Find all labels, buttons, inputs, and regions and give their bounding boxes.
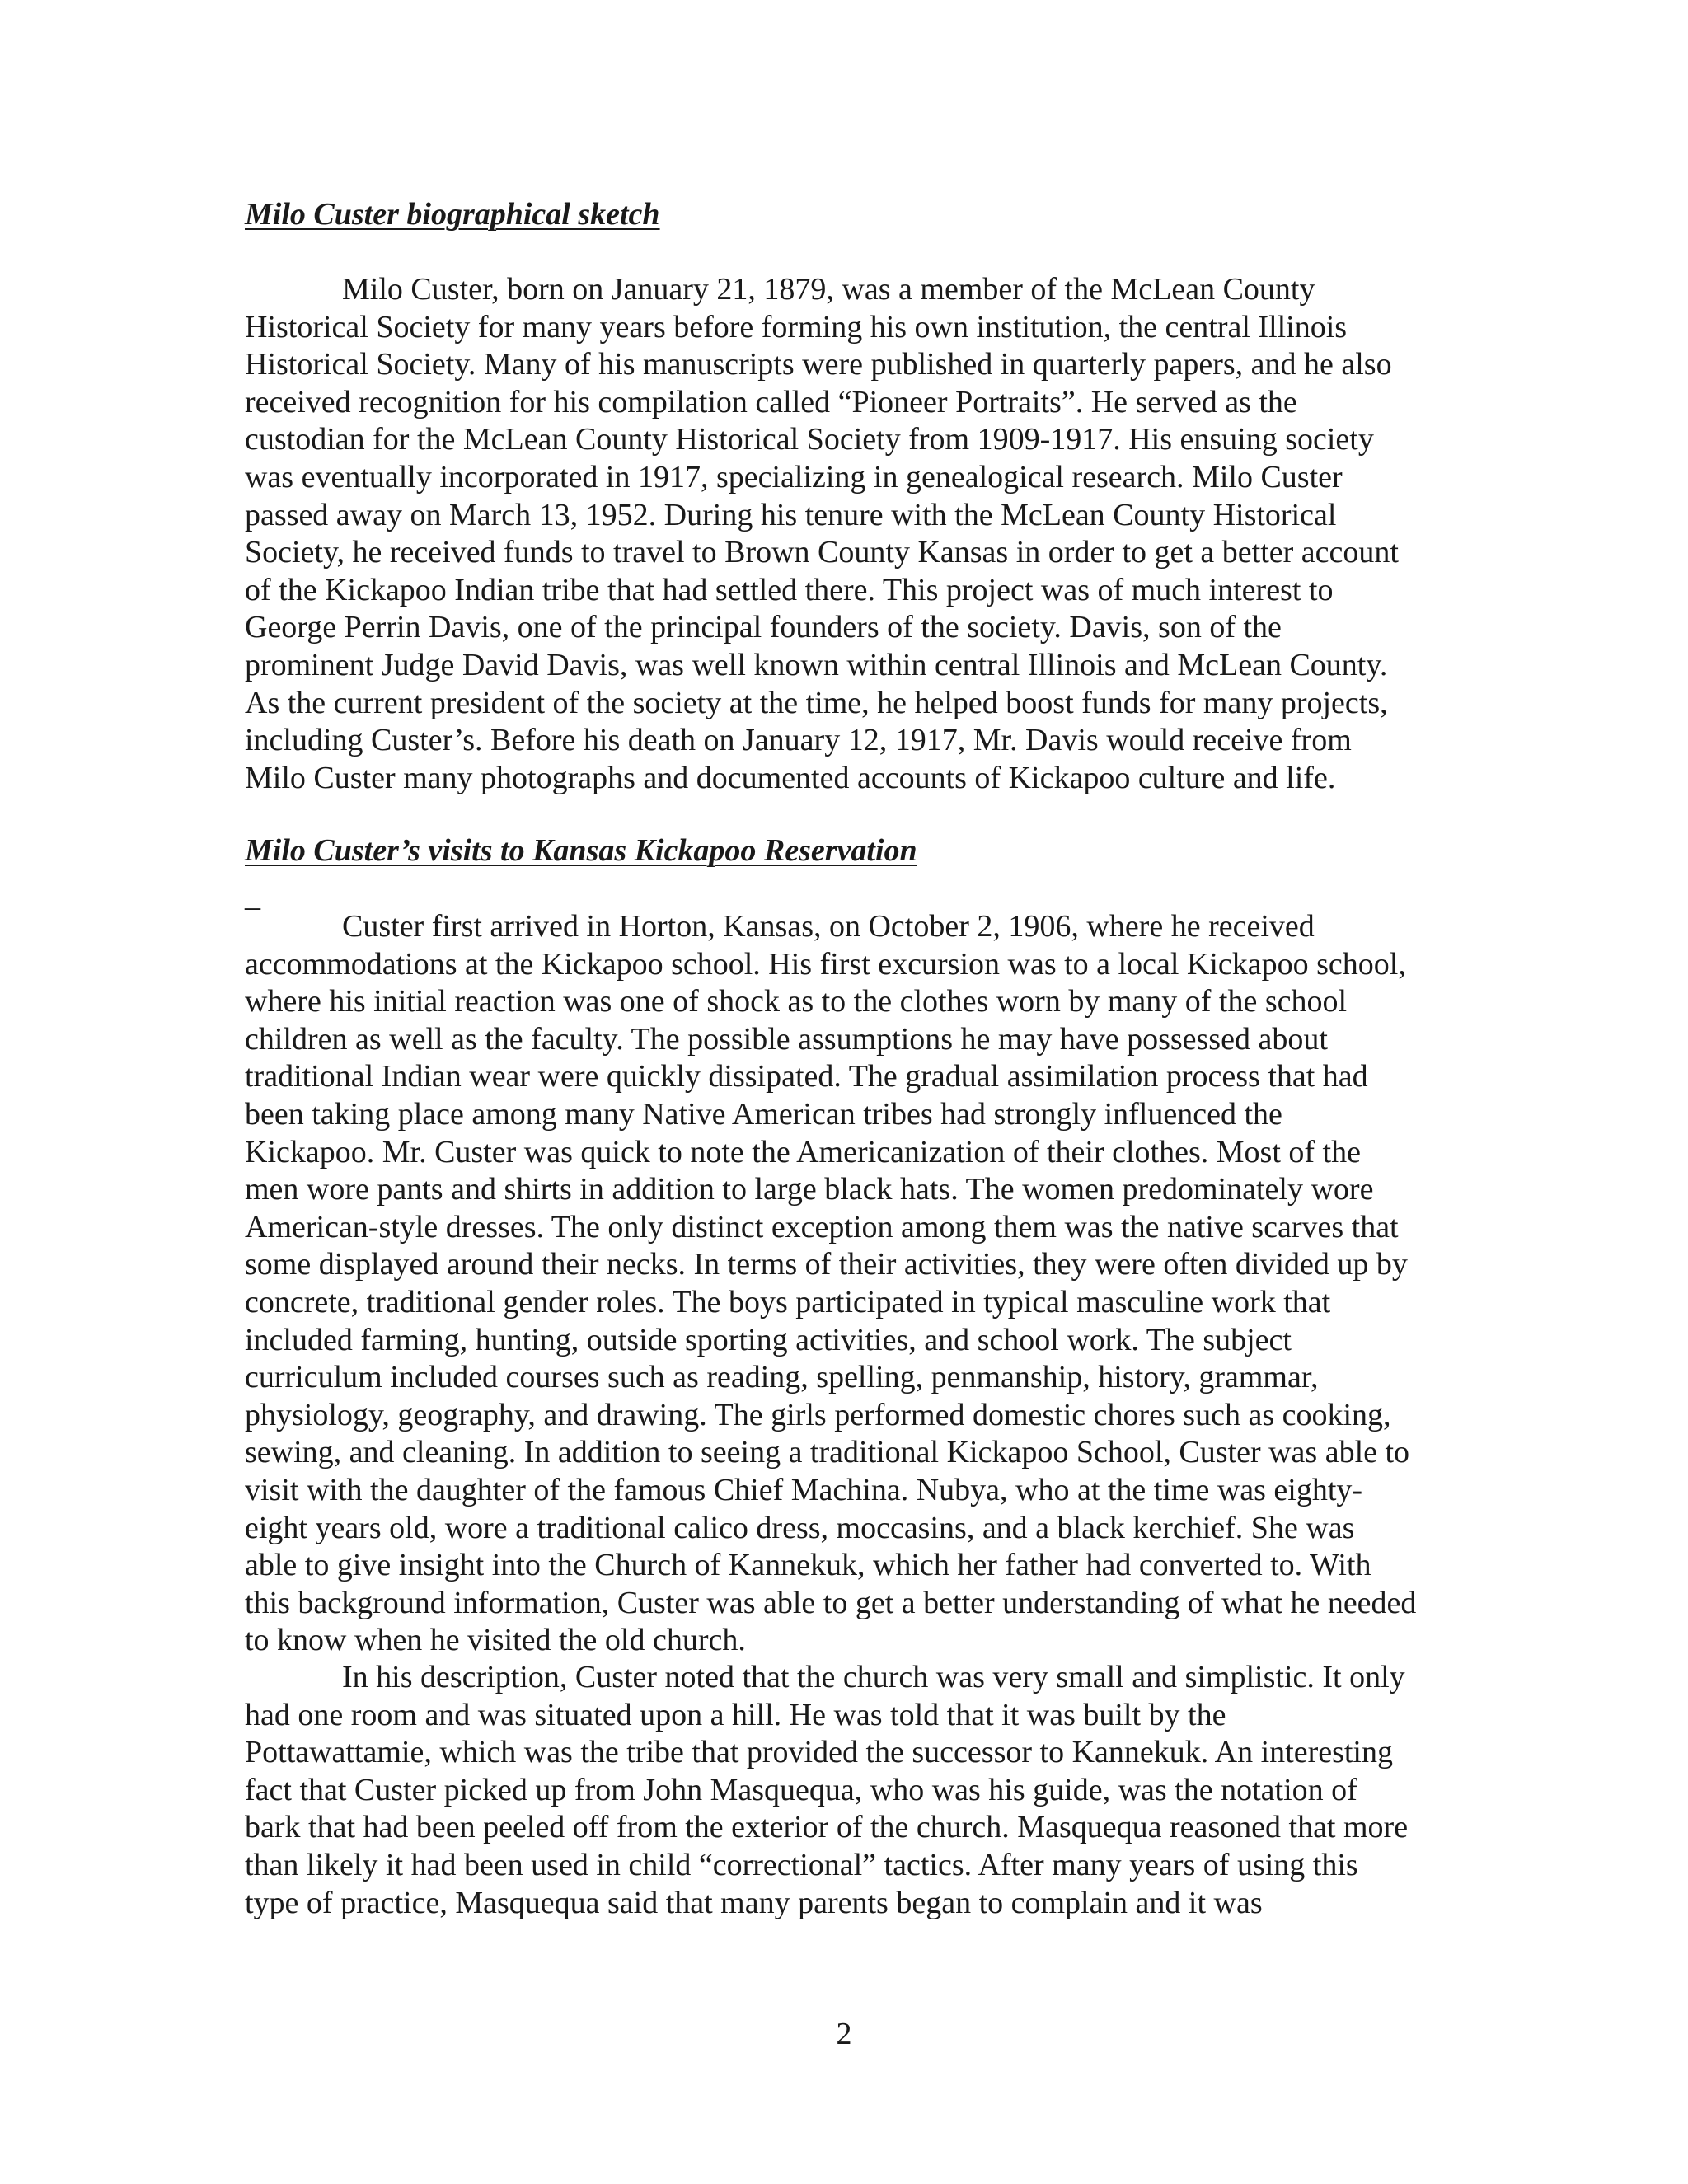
text-line: concrete, traditional gender roles. The boys participated in typical masculine work that xyxy=(245,1284,1331,1319)
section-heading-kansas-visits: Milo Custer’s visits to Kansas Kickapoo Reservation xyxy=(245,833,917,868)
text-line: passed away on March 13, 1952. During his tenure with the McLean County Historical xyxy=(245,497,1337,532)
section-heading-biographical-sketch: Milo Custer biographical sketch xyxy=(245,197,660,232)
text-line: Milo Custer, born on January 21, 1879, was a member of the McLean County xyxy=(342,272,1315,307)
text-line: Society, he received funds to travel to Brown County Kansas in order to get a better account xyxy=(245,535,1399,570)
text-line: In his description, Custer noted that the church was very small and simplistic. It only xyxy=(342,1660,1405,1694)
text-line: some displayed around their necks. In terms of their activities, they were often divided up by xyxy=(245,1247,1408,1282)
text-line: type of practice, Masquequa said that many parents began to complain and it was xyxy=(245,1885,1263,1920)
text-line: had one room and was situated upon a hill. He was told that it was built by the xyxy=(245,1697,1226,1732)
text-line: men wore pants and shirts in addition to large black hats. The women predominately wore xyxy=(245,1172,1374,1207)
paragraph-kickapoo-school-visit xyxy=(245,908,1481,1660)
text-line: visit with the daughter of the famous Chief Machina. Nubya, who at the time was eighty- xyxy=(245,1472,1363,1507)
text-line: sewing, and cleaning. In addition to seeing a traditional Kickapoo School, Custer was able to xyxy=(245,1435,1410,1470)
text-line: children as well as the faculty. The possible assumptions he may have possessed about xyxy=(245,1021,1328,1057)
text-line: accommodations at the Kickapoo school. His first excursion was to a local Kickapoo school, xyxy=(245,946,1406,982)
text-line: than likely it had been used in child “correctional” tactics. After many years of using this xyxy=(245,1847,1358,1882)
text-line: eight years old, wore a traditional calico dress, moccasins, and a black kerchief. She was xyxy=(245,1510,1355,1545)
text-line: American-style dresses. The only distinct exception among them was the native scarves that xyxy=(245,1209,1399,1244)
text-line: able to give insight into the Church of Kannekuk, which her father had converted to. With xyxy=(245,1548,1372,1583)
stray-underscore-mark: _ xyxy=(245,879,260,913)
text-line: physiology, geography, and drawing. The girls performed domestic chores such as cooking, xyxy=(245,1397,1391,1432)
text-line: fact that Custer picked up from John Masquequa, who was his guide, was the notation of xyxy=(245,1772,1357,1807)
text-line: custodian for the McLean County Historical Society from 1909-1917. His ensuing society xyxy=(245,422,1374,457)
text-line: been taking place among many Native American tribes had strongly influenced the xyxy=(245,1096,1282,1132)
text-line: Custer first arrived in Horton, Kansas, on October 2, 1906, where he received xyxy=(342,909,1315,944)
text-line: to know when he visited the old church. xyxy=(245,1623,746,1658)
text-line: included farming, hunting, outside sporting activities, and school work. The subject xyxy=(245,1322,1292,1357)
text-line: As the current president of the society at the time, he helped boost funds for many projects, xyxy=(245,685,1388,720)
text-line: received recognition for his compilation called “Pioneer Portraits”. He served as the xyxy=(245,384,1297,419)
text-line: traditional Indian wear were quickly dissipated. The gradual assimilation process that had xyxy=(245,1059,1368,1094)
text-line: Milo Custer many photographs and documented accounts of Kickapoo culture and life. xyxy=(245,760,1336,795)
text-line: prominent Judge David Davis, was well known within central Illinois and McLean County. xyxy=(245,647,1388,682)
text-line: Kickapoo. Mr. Custer was quick to note the Americanization of their clothes. Most of the xyxy=(245,1134,1361,1169)
text-line: Historical Society. Many of his manuscripts were published in quarterly papers, and he also xyxy=(245,347,1392,382)
text-line: bark that had been peeled off from the exterior of the church. Masquequa reasoned that more xyxy=(245,1810,1409,1845)
text-line: curriculum included courses such as reading, spelling, penmanship, history, grammar, xyxy=(245,1360,1319,1395)
text-line: including Custer’s. Before his death on January 12, 1917, Mr. Davis would receive from xyxy=(245,723,1352,758)
text-line: this background information, Custer was able to get a better understanding of what he needed xyxy=(245,1585,1417,1620)
page-number: 2 xyxy=(836,2017,852,2051)
text-line: of the Kickapoo Indian tribe that had settled there. This project was of much interest to xyxy=(245,572,1334,607)
text-line: where his initial reaction was one of shock as to the clothes worn by many of the school xyxy=(245,984,1348,1019)
text-line: George Perrin Davis, one of the principal founders of the society. Davis, son of the xyxy=(245,610,1282,645)
text-line: Historical Society for many years before forming his own institution, the central Illinois xyxy=(245,309,1348,344)
text-line: was eventually incorporated in 1917, specializing in genealogical research. Milo Custer xyxy=(245,459,1343,494)
paragraph-biography xyxy=(245,271,1481,797)
text-line: Pottawattamie, which was the tribe that provided the successor to Kannekuk. An interesting xyxy=(245,1735,1393,1770)
paragraph-church-description xyxy=(245,1659,1481,1922)
